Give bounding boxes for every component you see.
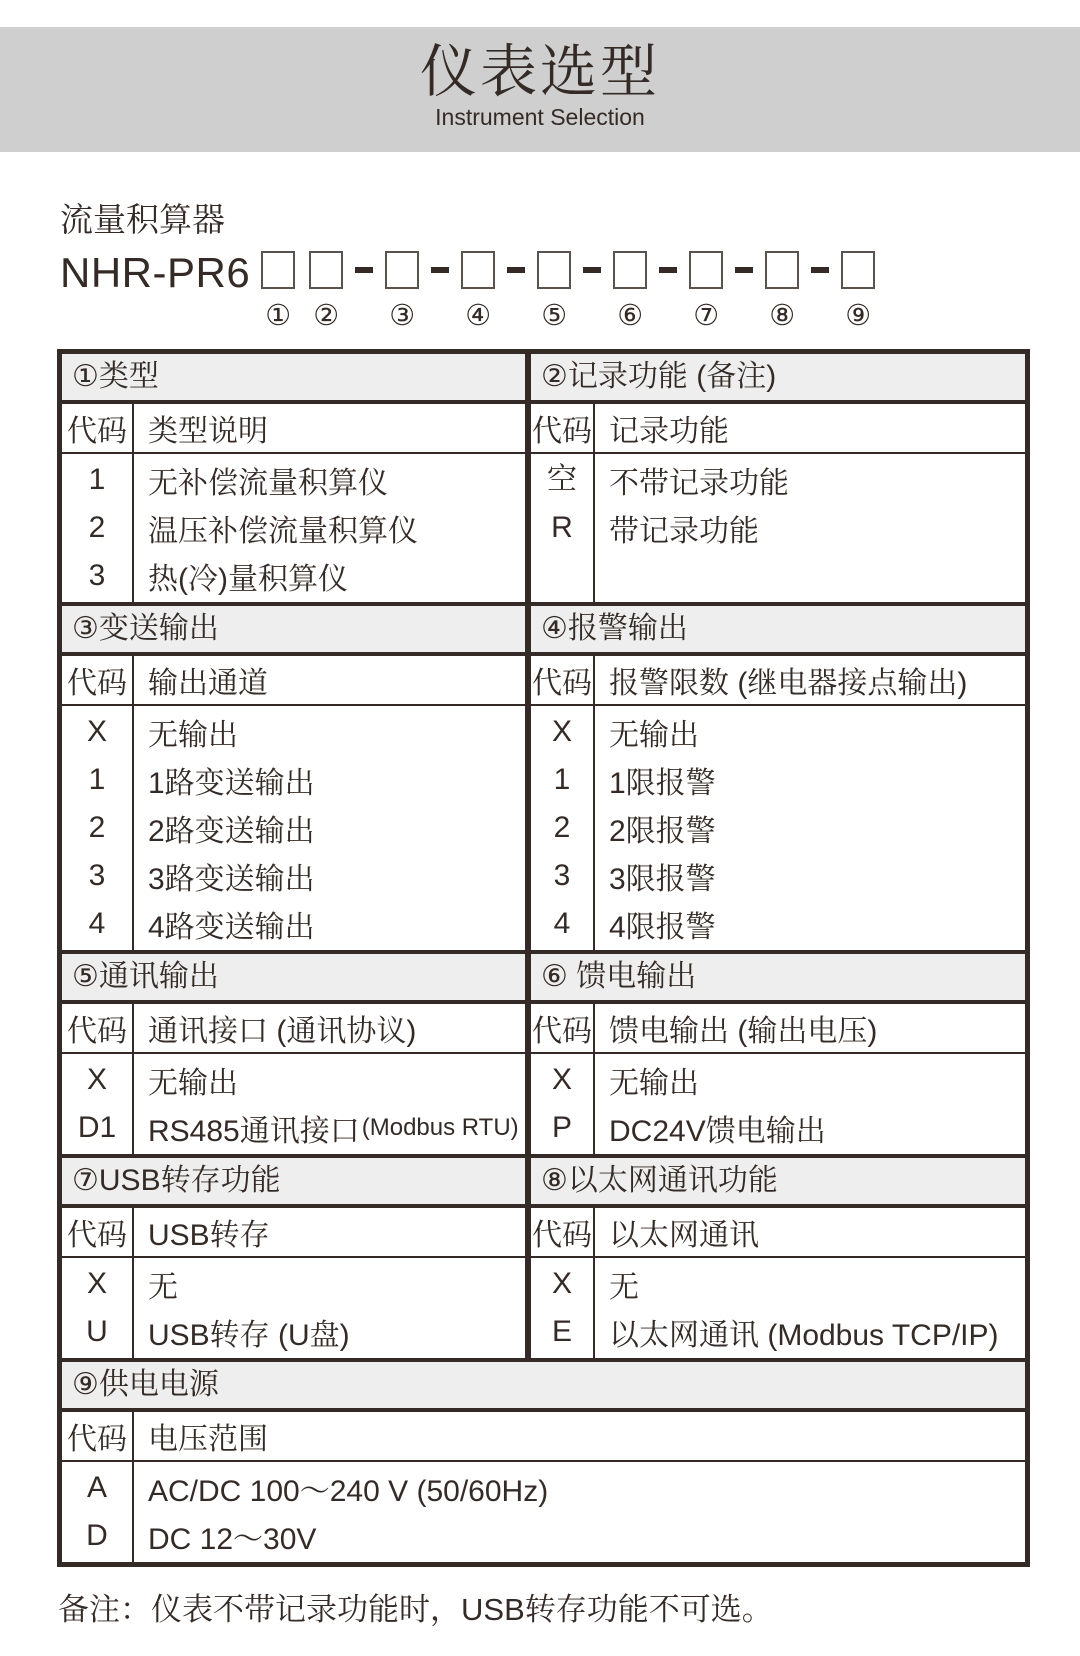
model-code-slot	[261, 251, 295, 331]
desc-text: 无补偿流量积算仪	[148, 467, 388, 500]
model-code-slot	[537, 251, 571, 331]
code-column-label: 代码	[62, 404, 134, 452]
section-title: ⑤通讯输出	[62, 954, 525, 1004]
desc-text: 不带记录功能	[609, 467, 789, 500]
desc-text: 无输出	[609, 719, 699, 752]
page-title: 仪表选型	[420, 40, 660, 104]
code-box	[537, 251, 571, 289]
desc-text: 1限报警	[609, 767, 716, 800]
model-code-slot	[613, 251, 647, 331]
slot-number: ⑦	[693, 300, 720, 332]
section-power-supply	[62, 1362, 1025, 1562]
desc-value	[148, 1512, 1025, 1560]
desc-column	[134, 1054, 525, 1154]
desc-value	[609, 756, 1025, 804]
dash-separator	[735, 267, 753, 273]
section-transmit-output	[62, 606, 525, 950]
code-column	[531, 1054, 595, 1154]
code-value: 1	[553, 763, 571, 796]
model-code-slot	[385, 251, 419, 331]
desc-value	[148, 900, 525, 948]
code-column-label: 代码	[62, 1004, 134, 1052]
code-column-label: 代码	[531, 656, 595, 704]
code-value: X	[86, 715, 107, 748]
section-subheader	[62, 1004, 525, 1054]
desc-text: 2限报警	[609, 815, 716, 848]
section-subheader	[531, 1004, 1025, 1054]
section-body	[531, 706, 1025, 950]
code-value: 2	[88, 511, 106, 544]
desc-column	[595, 1258, 1025, 1358]
dash-separator	[659, 267, 677, 273]
section-body	[531, 454, 1025, 602]
section-power-feed-output	[525, 954, 1025, 1154]
desc-value	[148, 552, 525, 600]
code-column	[62, 1054, 134, 1154]
code-column	[531, 1258, 595, 1358]
slot-number: ⑧	[769, 300, 796, 332]
code-value: 1	[88, 763, 106, 796]
section-body	[531, 1258, 1025, 1358]
desc-value	[148, 1056, 525, 1104]
desc-value	[148, 456, 525, 504]
model-code-slot	[309, 251, 343, 331]
section-row	[62, 1154, 1025, 1358]
code-column	[62, 1258, 134, 1358]
section-body	[62, 1054, 525, 1154]
section-title: ③变送输出	[62, 606, 525, 656]
code-column-label: 代码	[62, 656, 134, 704]
section-body	[62, 706, 525, 950]
code-value: 4	[553, 907, 571, 940]
section-ethernet-comm	[525, 1158, 1025, 1358]
desc-column	[595, 454, 1025, 602]
desc-column-label: 通讯接口 (通讯协议)	[148, 1015, 417, 1048]
desc-text: AC/DC 100～240 V (50/60Hz)	[148, 1475, 549, 1508]
section-title: ①类型	[62, 354, 525, 404]
desc-text: DC 12～30V	[148, 1523, 317, 1556]
model-prefix: NHR-PR6	[60, 249, 251, 296]
desc-column-label: 记录功能	[609, 415, 729, 448]
model-code-slot	[841, 251, 875, 331]
desc-column-label: 电压范围	[148, 1423, 268, 1456]
slot-number: ⑤	[541, 300, 568, 332]
desc-value	[148, 1260, 525, 1308]
code-value: X	[551, 715, 572, 748]
model-code-slot	[689, 251, 723, 331]
desc-value	[148, 756, 525, 804]
section-subheader	[62, 404, 525, 454]
section-subheader	[62, 656, 525, 706]
product-name: 流量积算器	[60, 201, 225, 238]
code-value: R	[551, 511, 573, 544]
code-value: 4	[88, 907, 106, 940]
section-alarm-output	[525, 606, 1025, 950]
slot-number: ①	[265, 300, 292, 332]
section-comm-output	[62, 954, 525, 1154]
desc-column-label: 类型说明	[148, 415, 268, 448]
desc-text: DC24V馈电输出	[609, 1115, 826, 1148]
code-value: X	[551, 1063, 572, 1096]
section-subheader	[62, 1412, 1025, 1462]
model-code-slots	[254, 251, 882, 331]
desc-suffix: (Modbus RTU)	[361, 1114, 519, 1141]
code-value: 3	[553, 859, 571, 892]
section-body	[62, 454, 525, 602]
code-column-label: 代码	[531, 404, 595, 452]
desc-text: 无	[148, 1271, 178, 1304]
desc-value	[609, 852, 1025, 900]
code-value: P	[551, 1111, 572, 1144]
section-usb-transfer	[62, 1158, 525, 1358]
model-code-slot	[765, 251, 799, 331]
desc-value	[609, 900, 1025, 948]
desc-text: 以太网通讯 (Modbus TCP/IP)	[609, 1319, 999, 1352]
section-record-function	[525, 354, 1025, 602]
section-title: ②记录功能 (备注)	[531, 354, 1025, 404]
code-column-label: 代码	[62, 1412, 134, 1460]
dash-separator	[583, 267, 601, 273]
desc-text: 3路变送输出	[148, 863, 315, 896]
desc-text: 无输出	[148, 1067, 238, 1100]
code-column-label: 代码	[531, 1004, 595, 1052]
section-row	[62, 354, 1025, 602]
selection-table	[57, 349, 1030, 1567]
code-value: D1	[77, 1111, 117, 1144]
code-value: A	[86, 1471, 107, 1504]
desc-text: 3限报警	[609, 863, 716, 896]
desc-text: 无输出	[609, 1067, 699, 1100]
section-title: ⑨供电电源	[62, 1362, 1025, 1412]
desc-text: RS485通讯接口	[148, 1115, 360, 1148]
section-subheader	[531, 1208, 1025, 1258]
desc-value	[148, 1104, 525, 1152]
code-box	[261, 251, 295, 289]
code-value: 3	[88, 559, 106, 592]
code-box	[309, 251, 343, 289]
code-box	[841, 251, 875, 289]
code-column	[62, 1462, 134, 1562]
dash-separator	[431, 267, 449, 273]
code-value: 空	[547, 463, 577, 496]
desc-text: 无输出	[148, 719, 238, 752]
page-header	[0, 27, 1080, 152]
desc-column	[595, 706, 1025, 950]
code-column	[62, 454, 134, 602]
code-column	[531, 454, 595, 602]
section-title: ⑦USB转存功能	[62, 1158, 525, 1208]
desc-text: 4路变送输出	[148, 911, 315, 944]
slot-number: ②	[313, 300, 340, 332]
desc-value	[148, 804, 525, 852]
desc-column	[134, 706, 525, 950]
desc-text: 4限报警	[609, 911, 716, 944]
desc-column	[134, 454, 525, 602]
dash-separator	[355, 267, 373, 273]
dash-separator	[811, 267, 829, 273]
desc-value	[609, 1260, 1025, 1308]
section-body	[62, 1462, 1025, 1562]
desc-column	[134, 1462, 1025, 1562]
code-column	[62, 706, 134, 950]
code-value: E	[551, 1315, 572, 1348]
page-subtitle: Instrument Selection	[435, 104, 645, 130]
desc-text: 带记录功能	[609, 515, 759, 548]
desc-value	[609, 1056, 1025, 1104]
desc-text: 无	[609, 1271, 639, 1304]
desc-column-label: 以太网通讯	[609, 1219, 759, 1252]
desc-value	[609, 708, 1025, 756]
desc-value	[148, 852, 525, 900]
desc-value	[609, 456, 1025, 504]
desc-value	[609, 1104, 1025, 1152]
code-box	[385, 251, 419, 289]
model-code-slot	[461, 251, 495, 331]
code-column	[531, 706, 595, 950]
code-value: 1	[88, 463, 106, 496]
code-box	[689, 251, 723, 289]
desc-column-label: 馈电输出 (输出电压)	[609, 1015, 878, 1048]
slot-number: ③	[389, 300, 416, 332]
desc-text: 1路变送输出	[148, 767, 315, 800]
section-subheader	[531, 656, 1025, 706]
code-column-label: 代码	[531, 1208, 595, 1256]
desc-value	[609, 1308, 1025, 1356]
section-row	[62, 950, 1025, 1154]
section-type	[62, 354, 525, 602]
code-value: 2	[88, 811, 106, 844]
model-code-row	[60, 251, 1080, 331]
desc-value	[148, 1464, 1025, 1512]
section-subheader	[531, 404, 1025, 454]
section-row	[62, 1358, 1025, 1562]
code-value: X	[551, 1267, 572, 1300]
desc-value	[609, 504, 1025, 552]
code-value: 3	[88, 859, 106, 892]
section-body	[531, 1054, 1025, 1154]
desc-text: USB转存 (U盘)	[148, 1319, 350, 1352]
footnote: 备注：仪表不带记录功能时，USB转存功能不可选。	[58, 1592, 773, 1627]
desc-value	[148, 504, 525, 552]
section-row	[62, 602, 1025, 950]
section-title: ⑥ 馈电输出	[531, 954, 1025, 1004]
desc-column-label: 报警限数 (继电器接点输出)	[609, 667, 968, 700]
code-value: X	[86, 1267, 107, 1300]
desc-text: 温压补偿流量积算仪	[148, 515, 418, 548]
desc-text: 热(冷)量积算仪	[148, 563, 348, 596]
desc-value	[609, 804, 1025, 852]
code-column-label: 代码	[62, 1208, 134, 1256]
section-body	[62, 1258, 525, 1358]
desc-value	[148, 708, 525, 756]
section-title: ⑧以太网通讯功能	[531, 1158, 1025, 1208]
desc-column	[134, 1258, 525, 1358]
desc-column-label: USB转存	[148, 1219, 270, 1252]
desc-text: 2路变送输出	[148, 815, 315, 848]
code-box	[765, 251, 799, 289]
desc-column	[595, 1054, 1025, 1154]
desc-value	[148, 1308, 525, 1356]
code-box	[461, 251, 495, 289]
dash-separator	[507, 267, 525, 273]
slot-number: ⑥	[617, 300, 644, 332]
code-value: U	[86, 1315, 108, 1348]
desc-column-label: 输出通道	[148, 667, 268, 700]
slot-number: ⑨	[845, 300, 872, 332]
code-box	[613, 251, 647, 289]
slot-number: ④	[465, 300, 492, 332]
section-title: ④报警输出	[531, 606, 1025, 656]
section-subheader	[62, 1208, 525, 1258]
code-value: X	[86, 1063, 107, 1096]
code-value: 2	[553, 811, 571, 844]
code-value: D	[86, 1519, 108, 1552]
